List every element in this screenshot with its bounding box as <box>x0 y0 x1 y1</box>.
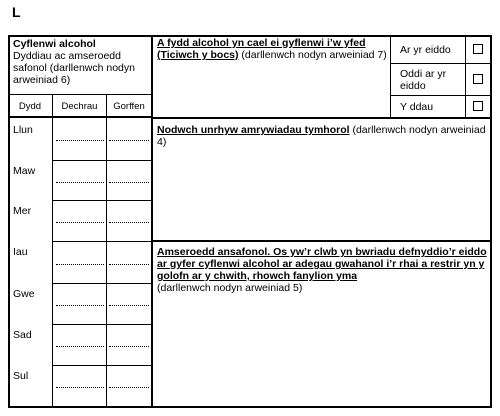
day-label-fri: Gwe <box>13 288 35 300</box>
day-label-sun: Sul <box>13 370 29 382</box>
on-premises-checkbox[interactable] <box>473 44 483 54</box>
left-col-divider-2 <box>106 94 107 408</box>
option-sep <box>390 63 492 64</box>
day-label-thu: Iau <box>13 246 28 258</box>
option-off-premises-label: Oddi ar yr eiddo <box>400 68 447 92</box>
finish-time-field-sat[interactable] <box>109 346 149 347</box>
seasonal-top-line <box>152 117 492 119</box>
off-premises-checkbox[interactable] <box>473 74 483 84</box>
finish-time-field-thu[interactable] <box>109 264 149 265</box>
seasonal-section <box>157 124 487 148</box>
left-panel-description: Dyddiau ac amseroedd safonol (darllenwch nodyn arweiniad 6) <box>13 50 135 86</box>
column-header-start: Dechrau <box>61 101 98 112</box>
supply-question-note: (darllenwch nodyn arweiniad 7) <box>241 49 387 61</box>
row-sep <box>53 324 151 325</box>
day-label-tue: Maw <box>13 165 36 177</box>
start-time-field-sun[interactable] <box>56 387 104 388</box>
option-on-premises-label: Ar yr eiddo <box>400 44 451 56</box>
checkbox-divider <box>465 35 466 118</box>
row-sep <box>53 365 151 366</box>
main-divider <box>151 35 153 408</box>
non-standard-title: Amseroedd ansafonol. Os yw’r clwb yn bwriadu defnyddio’r eiddo ar gyfer cyflenwi alcohol ar adegau gwahanol i’r rhai a restrir yn y golofn ar y chwith, rhowch fanylion yma <box>157 246 487 282</box>
start-time-field-tue[interactable] <box>56 182 104 183</box>
start-time-field-wed[interactable] <box>56 222 104 223</box>
day-label-mon: Llun <box>13 124 33 136</box>
finish-time-field-wed[interactable] <box>109 222 149 223</box>
day-label-wed: Mer <box>13 205 32 217</box>
start-time-field-mon[interactable] <box>56 140 104 141</box>
left-col-divider-1 <box>52 94 53 408</box>
options-divider <box>390 35 391 118</box>
option-both-label: Y ddau <box>400 101 434 113</box>
non-standard-note: (darllenwch nodyn arweiniad 5) <box>157 282 303 294</box>
supply-question <box>157 37 389 61</box>
day-label-sat: Sad <box>13 329 32 341</box>
row-sep <box>53 200 151 201</box>
section-heading: L <box>12 4 21 20</box>
finish-time-field-tue[interactable] <box>109 182 149 183</box>
finish-time-field-fri[interactable] <box>109 305 149 306</box>
start-time-field-sat[interactable] <box>56 346 104 347</box>
start-time-field-fri[interactable] <box>56 305 104 306</box>
start-time-field-thu[interactable] <box>56 264 104 265</box>
row-sep <box>53 283 151 284</box>
left-panel-title: Cyflenwi alcohol <box>13 38 96 50</box>
finish-time-field-sun[interactable] <box>109 387 149 388</box>
non-standard-top-line <box>152 240 492 242</box>
seasonal-title: Nodwch unrhyw amrywiadau tymhorol <box>157 124 350 136</box>
left-header-top-line <box>8 94 152 95</box>
row-sep <box>53 160 151 161</box>
finish-time-field-mon[interactable] <box>109 140 149 141</box>
left-header-bottom-line <box>8 116 152 118</box>
column-header-finish: Gorffen <box>113 101 145 112</box>
both-checkbox[interactable] <box>473 101 483 111</box>
seasonal-note: (darllenwch nodyn arweiniad 4) <box>157 124 486 148</box>
supply-question-text: A fydd alcohol yn cael ei gyflenwi i’w yfed (Ticiwch y bocs) <box>157 37 366 61</box>
row-sep <box>53 241 151 242</box>
column-header-day: Dydd <box>18 101 42 112</box>
option-sep <box>390 95 492 96</box>
non-standard-section <box>157 246 489 294</box>
